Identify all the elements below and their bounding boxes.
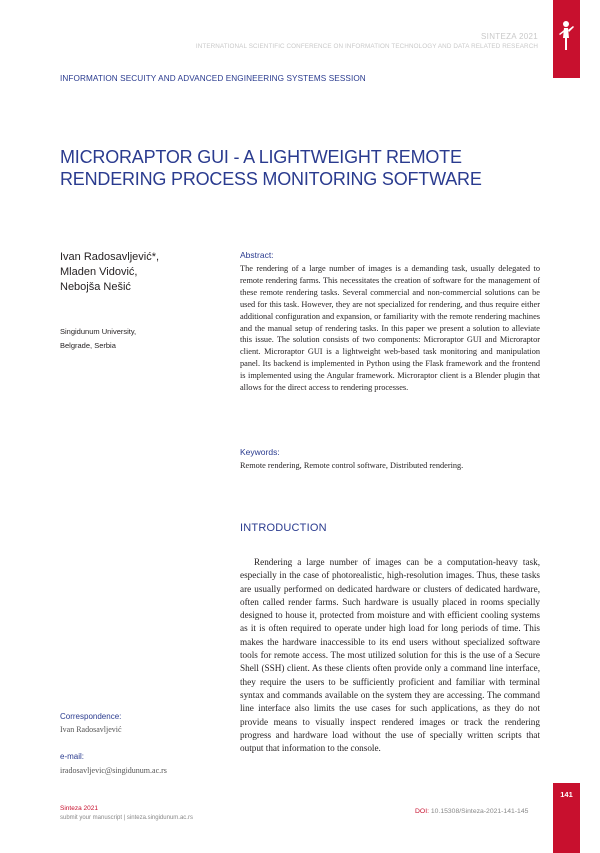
sinteza-logo-icon	[558, 20, 575, 54]
email-address[interactable]: iradosavljevic@singidunum.ac.rs	[60, 766, 167, 775]
doi-label: DOI:	[415, 808, 429, 815]
conference-year: SINTEZA 2021	[481, 32, 538, 41]
session-title: INFORMATION SECUITY AND ADVANCED ENGINEERING SYSTEMS SESSION	[60, 74, 366, 83]
abstract-label: Abstract:	[240, 250, 274, 260]
correspondence-name: Ivan Radosavljević	[60, 725, 122, 734]
email-label: e-mail:	[60, 752, 85, 761]
conference-name: INTERNATIONAL SCIENTIFIC CONFERENCE ON INFORMATION TECHNOLOGY AND DATA RELATED RESEARCH	[195, 43, 538, 50]
footer-journal: Sinteza 2021	[60, 805, 98, 812]
author-name: Nebojša Nešić	[60, 281, 131, 293]
page-number-tab	[553, 783, 580, 853]
doi-value: 10.15308/Sinteza-2021-141-145	[430, 808, 529, 815]
affiliation-line: Belgrade, Serbia	[60, 341, 116, 350]
footer-doi[interactable]	[415, 808, 528, 815]
affiliation-line: Singidunum University,	[60, 327, 137, 336]
paper-title: MICRORAPTOR GUI - A LIGHTWEIGHT REMOTE RENDERING PROCESS MONITORING SOFTWARE	[60, 147, 482, 189]
introduction-text: Rendering a large number of images can be a computation-heavy task, especially in the case of photorealistic, high-resolution images. Thus, these tasks are usually performed on dedicated hardware or clusters of dedicated hardware, often called render farms. Such hardware is usually placed in rooms specially designed to house it, protected from moisture and with efficient cooling systems as it is often required to operate under high load for long periods of time. This makes the hardware inaccessible to its end users without specialized software tools for remote access. The most utilized solution for this is the use of a Secure Shell (SSH) client. As these clients often provide only a command line interface, they require the users to be sufficiently proficient and familiar with terminal syntax and commands available on the system they are accessing. The command line interface also limits the use cases for such applications, as they do not provide means to visually inspect rendered images or track the rendering progress and hardware load without the use of specially written scripts that output that information to the console.	[240, 557, 540, 754]
keywords-label: Keywords:	[240, 447, 280, 457]
page-number: 141	[560, 790, 573, 799]
header-red-tab	[553, 0, 580, 78]
introduction-heading: INTRODUCTION	[240, 522, 327, 534]
author-name: Mladen Vidović,	[60, 266, 138, 278]
author-list	[60, 250, 159, 295]
correspondence-label: Correspondence:	[60, 712, 122, 721]
abstract-text: The rendering of a large number of images is a demanding task, usually delegated to remote rendering farms. This necessitates the creation of software for the management of these remote rendering tasks. Several commercial and non-commercial solutions can be used for this task. However, they are not specialized for rendering, and thus require either additional configuration and expansion, or familiarity with the remote rendering machines and the manual setup of rendering tasks. In this paper we present a solution to alleviate this issue. The solution consists of two components: Microraptor GUI and Microraptor client. Microraptor GUI is a lightweight web-based task monitoring and manipulation panel. Its backend is implemented in Python using the Flask framework and the frontend is implemented using the Angular framework. Microraptor client is a Blender plugin that allows for the direct access to rendering processes.	[240, 264, 540, 393]
affiliation	[60, 325, 136, 353]
keywords-text: Remote rendering, Remote control software, Distributed rendering.	[240, 461, 464, 470]
footer-submit-link[interactable]: submit your manuscript | sinteza.singidunum.ac.rs	[60, 815, 193, 821]
author-name: Ivan Radosavljević*,	[60, 251, 160, 263]
